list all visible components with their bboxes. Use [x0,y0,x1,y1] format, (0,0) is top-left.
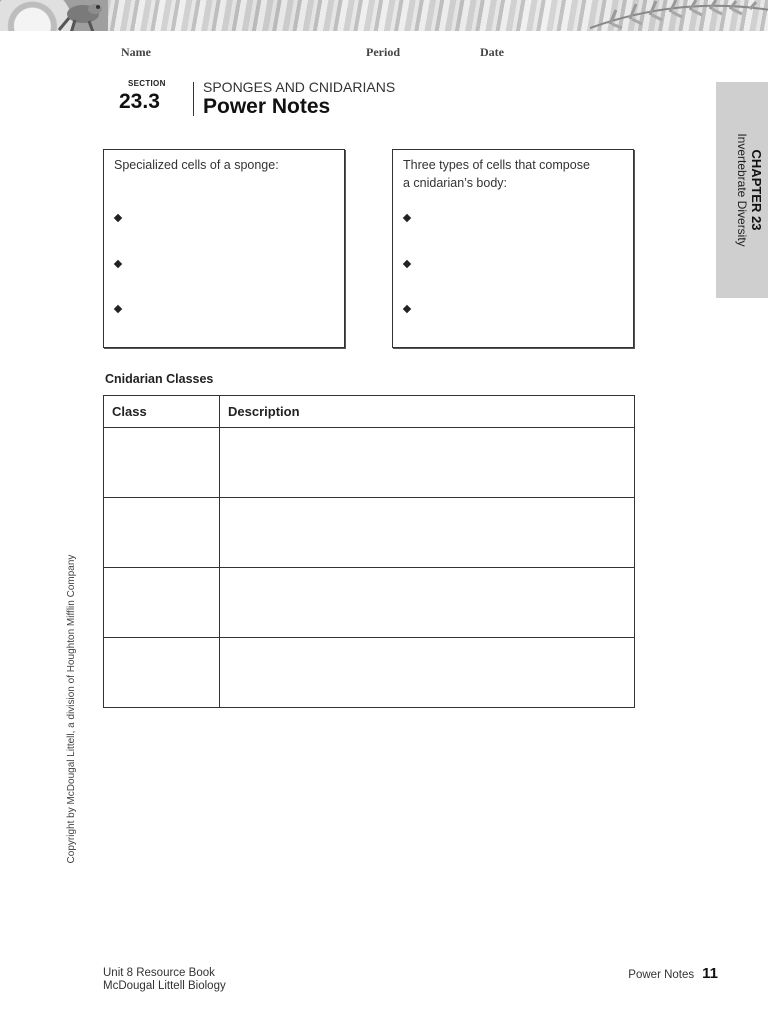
class-column-header: Class [104,396,220,428]
section-number: 23.3 [119,90,160,113]
copyright-notice: Copyright by McDougal Littell, a division of Houghton Mifflin Company [66,554,77,864]
footer-page-info [628,965,718,982]
bullet-icon [114,305,122,313]
class-cell[interactable] [104,428,220,498]
cnidarian-cells-prompt [403,156,590,192]
chapter-title: Invertebrate Diversity [735,133,749,247]
footer-book-info [103,967,226,993]
table-row [104,428,635,498]
table-heading: Cnidarian Classes [105,372,214,386]
table-row [104,568,635,638]
chapter-tab-text [720,90,764,290]
description-cell[interactable] [220,498,635,568]
section-divider [193,82,194,116]
footer-section-name: Power Notes [628,969,695,981]
bullet-icon [403,260,411,268]
page-number: 11 [702,965,718,982]
sponge-cells-prompt: Specialized cells of a sponge: [114,158,279,172]
class-cell[interactable] [104,568,220,638]
page-title: Power Notes [203,95,331,118]
section-subtitle: SPONGES AND CNIDARIANS [203,79,396,95]
bullet-icon [403,305,411,313]
footer-book-title: Unit 8 Resource Book [103,967,215,979]
table-row [104,638,635,708]
cnidarian-cells-prompt-line2: a cnidarian’s body: [403,176,508,190]
bullet-icon [114,214,122,222]
chapter-number: CHAPTER 23 [749,149,764,231]
cnidarian-cells-prompt-line1: Three types of cells that compose [403,158,590,172]
description-column-header: Description [220,396,635,428]
date-label: Date [480,45,504,59]
description-cell[interactable] [220,568,635,638]
table-row [104,498,635,568]
bullet-icon [403,214,411,222]
section-label: SECTION [128,79,166,88]
cnidarian-classes-table [103,395,635,708]
class-cell[interactable] [104,498,220,568]
class-cell[interactable] [104,638,220,708]
description-cell[interactable] [220,638,635,708]
frog-icon [55,0,105,34]
period-label: Period [366,45,400,59]
table-header-row [104,396,635,428]
description-cell[interactable] [220,428,635,498]
name-label: Name [121,45,151,59]
sponge-cells-box [103,149,345,348]
fern-icon [590,0,768,31]
bullet-icon [114,260,122,268]
footer-book-series: McDougal Littell Biology [103,980,226,992]
cnidarian-cells-box [392,149,634,348]
